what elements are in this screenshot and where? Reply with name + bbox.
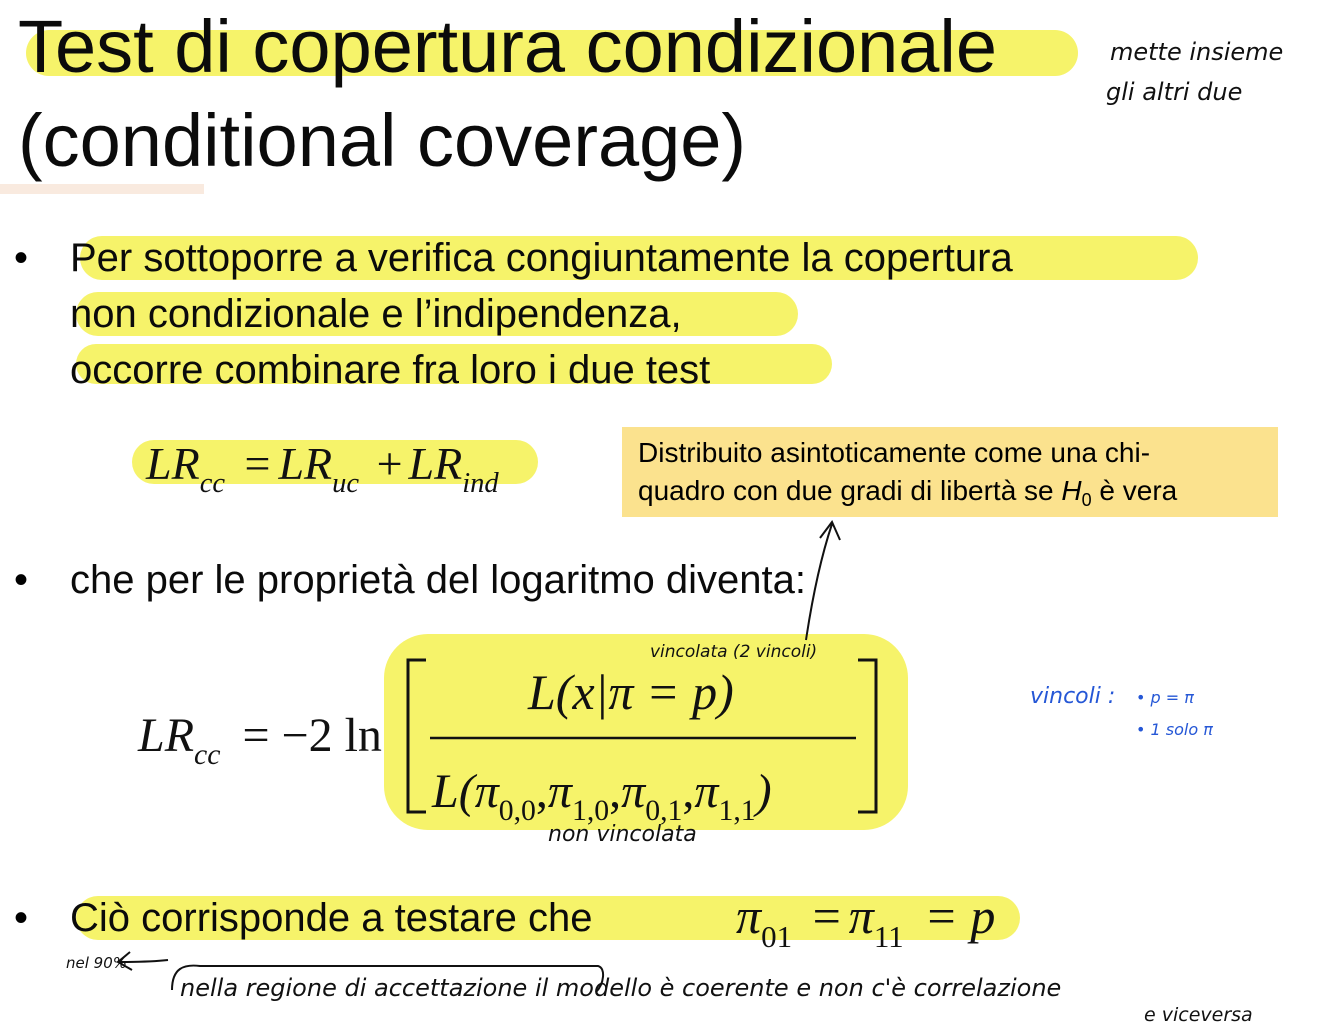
formula2-denominator: $L(\pi_{0,0},\pi_{1,0},\pi_{0,1},\pi_{1,1})$ <box>432 765 772 828</box>
note-box-line1: Distribuito asintoticamente come una chi- <box>638 437 1151 468</box>
annotation-nel90: nel 90% <box>66 954 128 972</box>
slide-title-line1: Test di copertura condizionale <box>18 5 998 88</box>
annotation-vincoli-item1: • p = π <box>1136 688 1194 707</box>
handwritten-note-line2: gli altri due <box>1106 78 1243 106</box>
arrow-to-note <box>806 524 832 640</box>
note-box-line2: quadro con due gradi di libertà se $H_0$ è vera <box>638 475 1178 510</box>
slide-title-line2: (conditional coverage) <box>18 99 747 182</box>
bullet-marker: • <box>14 558 29 602</box>
formula-pi-equality: $\pi_{01} = \pi_{11} = p$ <box>736 888 996 954</box>
formula-lr-cc-log: $LR_{cc} = -2$ ln <box>138 709 382 772</box>
bullet-marker: • <box>14 896 29 940</box>
annotation-non-vincolata: non vincolata <box>548 822 697 847</box>
annotation-vincoli-item2: • 1 solo π <box>1136 720 1213 739</box>
annotation-vincoli-title: vincoli : <box>1030 684 1116 709</box>
left-bracket <box>408 660 426 812</box>
bullet3-text: Ciò corrisponde a testare che <box>70 896 593 940</box>
right-bracket <box>858 660 876 812</box>
bullet1-line1: Per sottoporre a verifica congiuntamente la copertura <box>70 236 1013 280</box>
handwritten-note-line1: mette insieme <box>1110 38 1284 66</box>
bullet1-line2: non condizionale e l’indipendenza, <box>70 292 682 336</box>
formula-lr-cc-sum: $LR_{cc} = LR_{uc} + LR_{ind}$ <box>146 438 499 499</box>
bullet-marker: • <box>14 236 29 280</box>
annotation-vincolata: vincolata (2 vincoli) <box>650 642 818 662</box>
annotation-bottom-line1: nella regione di accettazione il modello è coerente e non c'è correlazione <box>180 974 1062 1002</box>
bullet1-line3: occorre combinare fra loro i due test <box>70 348 711 392</box>
annotation-bottom-line2: e viceversa <box>1144 1004 1253 1026</box>
bullet2-text: che per le proprietà del logaritmo diventa: <box>70 558 806 602</box>
formula2-numerator: L(x|π = p) <box>528 664 734 720</box>
